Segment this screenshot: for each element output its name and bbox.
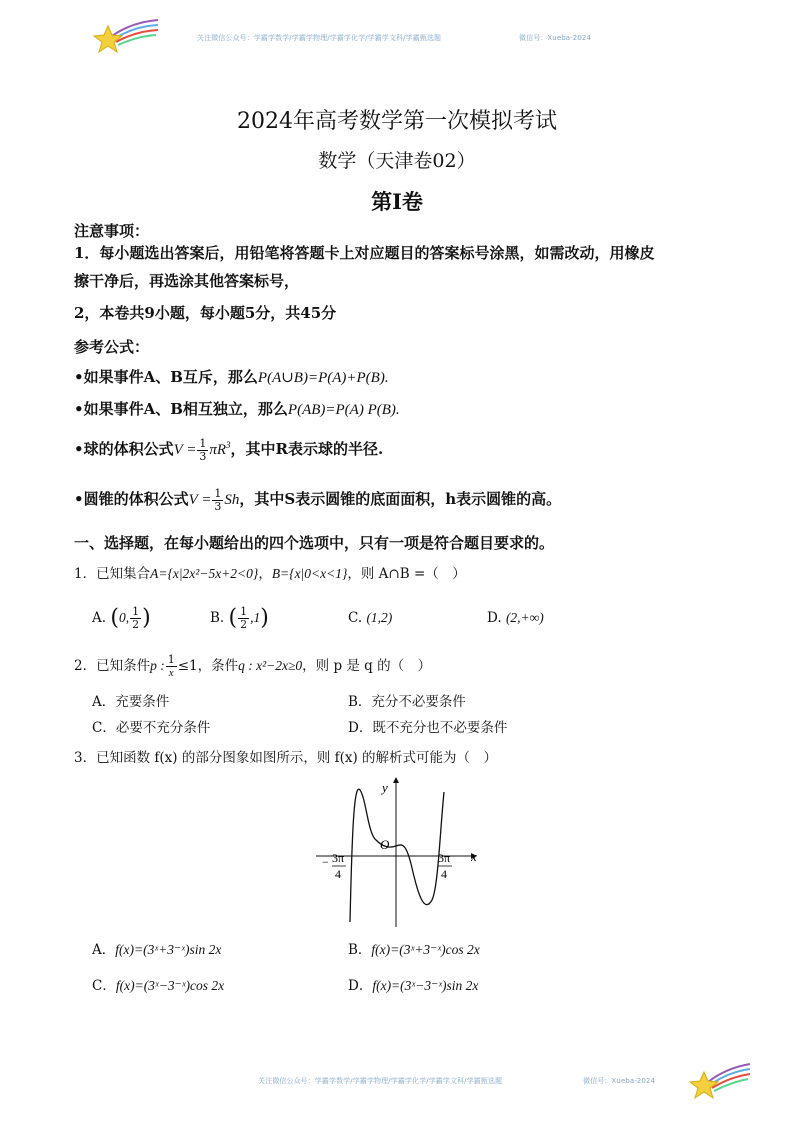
q1-option-b[interactable]: B. ( $\frac{1}{2}$ ,1)	[210, 605, 269, 631]
q1-option-d[interactable]	[487, 608, 544, 628]
formula-3-prefix: •球的体积公式	[74, 440, 174, 458]
header-text: 关注微信公众号：学霸学数学/学霸学物理/学霸学化学/学霸学文科/学霸甄选题	[197, 34, 442, 42]
note-item-2: 2，本卷共9小题，每小题5分，共45分	[74, 304, 337, 322]
section-heading: 一、选择题，在每小题给出的四个选项中，只有一项是符合题目要求的。	[74, 534, 555, 552]
q1-option-a-label: A.	[92, 610, 107, 626]
q3-option-d-label: D．	[348, 978, 373, 994]
formula-2-prefix: •如果事件A、B相互独立，那么	[74, 400, 288, 418]
formula-2-expr: P(AB)=P(A) P(B).	[287, 402, 400, 418]
footer-text: 关注微信公众号：学霸学数学/学霸学物理/学霸学化学/学霸学文科/学霸甄选题	[258, 1077, 503, 1085]
note-item-1-line-2: 擦干净后，再选涂其他答案标号，	[74, 272, 300, 290]
q2-cond-q: q : x²−2x≥0	[238, 658, 303, 673]
q2-cond-p-tail: ≤1，条件	[177, 658, 239, 674]
formula-2	[74, 396, 400, 423]
q1-sep: ，	[258, 566, 272, 582]
graph-right-tick: 3π	[438, 851, 451, 865]
page-subtitle: 数学（天津卷02）	[318, 150, 476, 172]
q3-option-a[interactable]	[92, 940, 221, 960]
formula-1-prefix: •如果事件A、B互斥，那么	[74, 368, 258, 386]
graph-y-label: y	[382, 780, 388, 795]
graph-left-denom: 4	[335, 867, 341, 881]
footer-wechat: 微信号：Xueba-2024	[583, 1077, 656, 1085]
q3-option-d-value: f(x)=(3ˣ−3⁻ˣ)sin 2x	[372, 978, 479, 993]
function-graph	[316, 772, 486, 932]
q2-stem-prefix: 2．已知条件	[74, 658, 151, 674]
graph-left-tick: 3π	[332, 851, 345, 865]
formula-3: •球的体积公式V = $\frac{1}{3}$ $\pi R^3$，其中R表示球的半径.	[74, 436, 384, 463]
q1-option-d-value: (2,+∞)	[505, 610, 544, 625]
q2-ask: ，则 p 是 q 的（ ）	[302, 658, 432, 674]
formula-heading: 参考公式：	[74, 338, 150, 356]
q1-option-d-label: D.	[487, 610, 502, 626]
graph-left-minus: −	[322, 855, 329, 869]
formula-1	[74, 364, 389, 391]
q3-option-c-label: C．	[92, 978, 116, 994]
star-logo-icon	[92, 16, 162, 58]
q2-option-a[interactable]: A．充要条件	[92, 694, 170, 710]
q3-option-d[interactable]	[348, 976, 478, 996]
q2-option-b[interactable]: B．充分不必要条件	[348, 694, 466, 710]
graph-origin-label: O	[380, 837, 390, 852]
formula-4-prefix: •圆锥的体积公式	[74, 490, 189, 508]
q3-option-b-value: f(x)=(3ˣ+3⁻ˣ)cos 2x	[371, 942, 480, 957]
formula-4: •圆锥的体积公式V = $\frac{1}{3}$ Sh，其中S表示圆锥的底面面积，h表示圆锥的高。	[74, 486, 562, 513]
q1-option-a[interactable]: A. (0, $\frac{1}{2}$ )	[92, 605, 151, 631]
q1-option-c-label: C.	[348, 610, 363, 626]
q2-option-d[interactable]: D．既不充分也不必要条件	[348, 720, 508, 736]
note-item-1-line-1: 1．每小题选出答案后，用铅笔将答题卡上对应题目的答案标号涂黑，如需改动，用橡皮	[74, 244, 655, 262]
q3-option-c[interactable]	[92, 976, 224, 996]
q1-ask: ，则 A∩B =（ ）	[347, 566, 466, 582]
question-2-stem: 2．已知条件p : $\frac{1}{x}$ ≤1，条件q : x²−2x≥0，则 p 是 q 的（ ）	[74, 653, 432, 679]
q3-option-b[interactable]	[348, 940, 480, 960]
formula-4-suffix: ，其中S表示圆锥的底面面积，h表示圆锥的高。	[239, 490, 562, 508]
question-3-stem: 3．已知函数 f(x) 的部分图象如图所示，则 f(x) 的解析式可能为（ ）	[74, 750, 498, 766]
star-footer-icon	[688, 1060, 754, 1100]
graph-right-denom: 4	[441, 867, 447, 881]
q1-set-a: A={x|2x²−5x+2<0}	[150, 566, 259, 581]
q1-option-c-value: (1,2)	[366, 610, 393, 625]
q3-option-a-label: A．	[92, 942, 116, 958]
notes-heading: 注意事项：	[74, 222, 150, 240]
q2-option-c[interactable]: C．必要不充分条件	[92, 720, 211, 736]
q3-option-a-value: f(x)=(3ˣ+3⁻ˣ)sin 2x	[115, 942, 222, 957]
q1-set-b: B={x|0<x<1}	[271, 566, 348, 581]
q3-option-b-label: B．	[348, 942, 372, 958]
header-wechat: 微信号：Xueba-2024	[519, 34, 592, 42]
graph-x-label: x	[471, 849, 477, 864]
formula-3-suffix: ，其中R表示球的半径.	[230, 440, 384, 458]
question-1-stem	[74, 564, 466, 584]
page-title: 2024年高考数学第一次模拟考试	[237, 109, 557, 134]
q1-stem-prefix: 1．已知集合	[74, 566, 151, 582]
q1-option-b-label: B.	[210, 610, 225, 626]
q3-option-c-value: f(x)=(3ˣ−3⁻ˣ)cos 2x	[115, 978, 225, 993]
formula-1-expr: P(A∪B)=P(A)+P(B).	[257, 370, 389, 386]
volume-title: 第I卷	[371, 189, 423, 214]
q1-option-c[interactable]	[348, 608, 392, 628]
